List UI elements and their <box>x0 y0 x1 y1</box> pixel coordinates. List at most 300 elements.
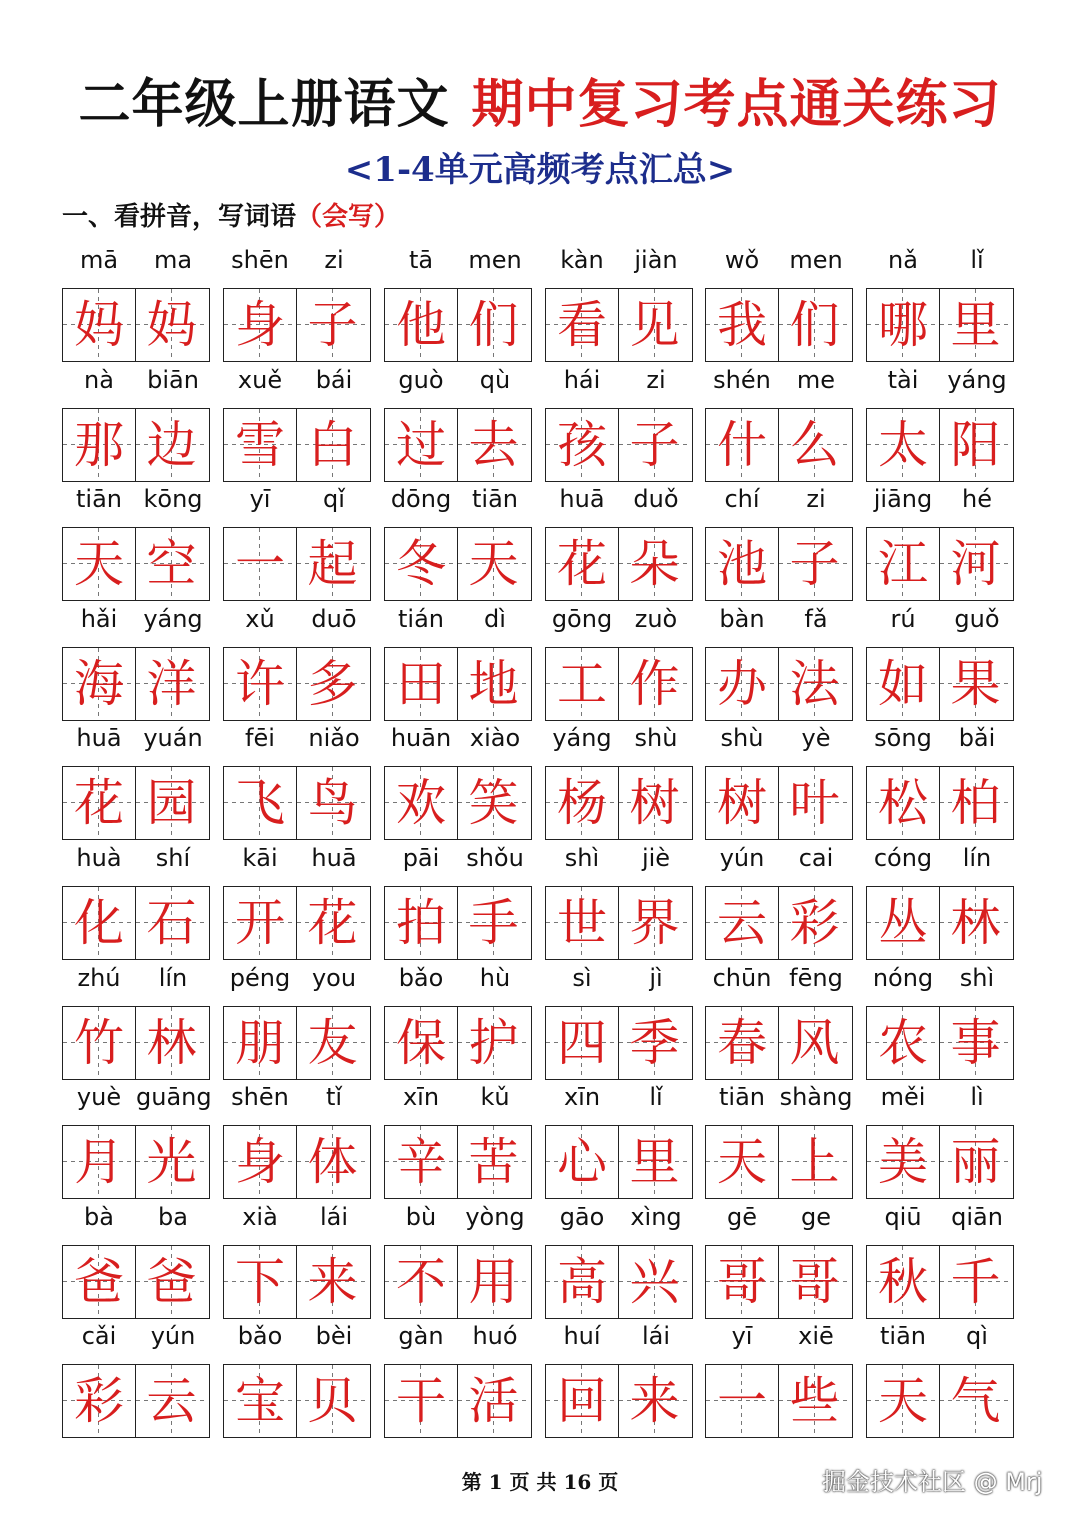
pinyin-row <box>545 1199 693 1235</box>
word-cell <box>545 481 693 601</box>
word-cell <box>705 1199 853 1319</box>
tianzige-boxes <box>223 288 371 362</box>
tianzige-boxes <box>62 1006 210 1080</box>
tianzige-box <box>385 1126 457 1198</box>
pinyin: shēn <box>231 246 289 274</box>
hanzi-character: 白 <box>307 416 358 474</box>
pinyin: yuán <box>143 724 203 752</box>
hanzi-character: 起 <box>307 535 358 593</box>
hanzi-character: 果 <box>950 655 1001 713</box>
hanzi-character: 来 <box>307 1253 358 1311</box>
tianzige-box <box>867 648 939 720</box>
hanzi-character: 不 <box>396 1253 446 1311</box>
tianzige-box <box>385 289 457 361</box>
word-cell <box>705 481 853 601</box>
pinyin-row <box>62 362 210 398</box>
hanzi-character: 雪 <box>235 416 285 474</box>
hanzi-character: 杨 <box>557 774 607 832</box>
tianzige-box <box>224 648 296 720</box>
pinyin: tiān <box>76 485 122 513</box>
hanzi-character: 爸 <box>146 1253 197 1311</box>
pinyin: me <box>796 366 836 394</box>
pinyin: xīn <box>402 1083 440 1111</box>
tianzige-box <box>867 1246 939 1318</box>
hanzi-character: 洋 <box>146 655 197 713</box>
pinyin: xìng <box>630 1203 682 1231</box>
tianzige-box <box>706 1365 778 1437</box>
tianzige-box <box>385 528 457 600</box>
pinyin-row <box>866 1318 1014 1354</box>
hanzi-character: 看 <box>557 296 607 354</box>
tianzige-boxes <box>866 886 1014 960</box>
hanzi-character: 花 <box>557 535 607 593</box>
hanzi-character: 孩 <box>557 416 607 474</box>
hanzi-character: 事 <box>950 1014 1001 1072</box>
pinyin: bù <box>405 1203 437 1231</box>
tianzige-boxes <box>223 527 371 601</box>
tianzige-box <box>867 528 939 600</box>
hanzi-character: 江 <box>878 535 928 593</box>
tianzige-box <box>939 1246 1011 1318</box>
pinyin: duō <box>311 605 357 633</box>
tianzige-box <box>63 528 135 600</box>
pinyin: huā <box>559 485 605 513</box>
pinyin: zi <box>324 246 344 274</box>
tianzige-box <box>939 289 1011 361</box>
pinyin: bǎo <box>398 964 444 992</box>
pinyin: huà <box>76 844 122 872</box>
hanzi-character: 他 <box>396 296 446 354</box>
page-number: 第 1 页 共 16 页 <box>461 1470 619 1494</box>
tianzige-box <box>778 409 850 481</box>
tianzige-box <box>224 1246 296 1318</box>
word-cell <box>705 1079 853 1199</box>
tianzige-box <box>296 289 368 361</box>
tianzige-boxes <box>866 1245 1014 1319</box>
tianzige-box <box>457 528 529 600</box>
hanzi-character: 一 <box>235 535 285 593</box>
word-cell <box>62 601 210 721</box>
pinyin: cóng <box>873 844 933 872</box>
tianzige-box <box>546 1365 618 1437</box>
pinyin: rú <box>890 605 916 633</box>
tianzige-box <box>63 767 135 839</box>
pinyin-row <box>866 601 1014 637</box>
tianzige-box <box>296 1365 368 1437</box>
tianzige-box <box>867 1007 939 1079</box>
pinyin: yī <box>731 1322 753 1350</box>
hanzi-character: 鸟 <box>307 774 358 832</box>
pinyin: zi <box>646 366 666 394</box>
word-cell <box>384 1079 532 1199</box>
hanzi-character: 身 <box>235 1133 285 1191</box>
pinyin-row <box>384 1199 532 1235</box>
tianzige-boxes <box>866 1364 1014 1438</box>
tianzige-boxes <box>705 886 853 960</box>
tianzige-boxes <box>705 408 853 482</box>
hanzi-character: 石 <box>146 894 197 952</box>
pinyin-row <box>705 1318 853 1354</box>
pinyin: jì <box>649 964 663 992</box>
tianzige-boxes <box>545 1006 693 1080</box>
pinyin: qù <box>479 366 511 394</box>
tianzige-box <box>706 1126 778 1198</box>
word-cell <box>705 362 853 482</box>
word-cell <box>384 960 532 1080</box>
tianzige-boxes <box>384 647 532 721</box>
tianzige-boxes <box>545 1364 693 1438</box>
pinyin-row <box>545 242 693 278</box>
pinyin: shì <box>564 844 600 872</box>
tianzige-box <box>63 409 135 481</box>
tianzige-box <box>546 528 618 600</box>
tianzige-box <box>385 767 457 839</box>
pinyin-row <box>705 362 853 398</box>
hanzi-character: 太 <box>878 416 928 474</box>
pinyin: tā <box>408 246 434 274</box>
tianzige-box <box>385 648 457 720</box>
pinyin: bà <box>84 1203 114 1231</box>
tianzige-box <box>706 648 778 720</box>
pinyin-row <box>384 242 532 278</box>
tianzige-box <box>706 528 778 600</box>
hanzi-character: 法 <box>789 655 840 713</box>
word-cell <box>384 242 532 362</box>
tianzige-box <box>546 1246 618 1318</box>
hanzi-character: 什 <box>717 416 767 474</box>
pinyin: huí <box>563 1322 601 1350</box>
word-cell <box>384 1318 532 1438</box>
pinyin: yáng <box>143 605 203 633</box>
tianzige-box <box>546 289 618 361</box>
tianzige-box <box>939 1126 1011 1198</box>
tianzige-box <box>296 409 368 481</box>
tianzige-box <box>939 767 1011 839</box>
tianzige-boxes <box>223 766 371 840</box>
pinyin: wǒ <box>724 246 760 274</box>
hanzi-character: 宝 <box>235 1372 285 1430</box>
word-cell <box>62 1199 210 1319</box>
pinyin: xiào <box>469 724 521 752</box>
hanzi-character: 月 <box>74 1133 124 1191</box>
pinyin-row <box>866 720 1014 756</box>
tianzige-box <box>135 528 207 600</box>
pinyin: you <box>311 964 357 992</box>
tianzige-box <box>457 1365 529 1437</box>
tianzige-boxes <box>545 408 693 482</box>
pinyin: qǐ <box>323 485 345 513</box>
pinyin-row <box>545 840 693 876</box>
pinyin-row <box>866 960 1014 996</box>
pinyin-row <box>384 1318 532 1354</box>
hanzi-character: 竹 <box>74 1014 124 1072</box>
hanzi-character: 上 <box>789 1133 840 1191</box>
word-cell <box>62 720 210 840</box>
pinyin: sōng <box>874 724 932 752</box>
hanzi-character: 树 <box>717 774 767 832</box>
tianzige-boxes <box>705 647 853 721</box>
pinyin-row <box>62 242 210 278</box>
hanzi-character: 拍 <box>396 894 446 952</box>
tianzige-box <box>618 648 690 720</box>
pinyin: lín <box>962 844 992 872</box>
tianzige-boxes <box>223 647 371 721</box>
pinyin: gōng <box>551 605 613 633</box>
tianzige-boxes <box>223 1364 371 1438</box>
hanzi-character: 体 <box>307 1133 358 1191</box>
pinyin: nà <box>84 366 114 394</box>
tianzige-box <box>63 1246 135 1318</box>
hanzi-character: 妈 <box>74 296 124 354</box>
hanzi-character: 柏 <box>950 774 1001 832</box>
word-cell <box>223 1318 371 1438</box>
tianzige-boxes <box>62 1125 210 1199</box>
word-cell <box>545 601 693 721</box>
pinyin: kǔ <box>480 1083 510 1111</box>
hanzi-character: 过 <box>396 416 446 474</box>
hanzi-character: 里 <box>629 1133 680 1191</box>
tianzige-box <box>457 767 529 839</box>
pinyin: guāng <box>136 1083 212 1111</box>
tianzige-box <box>546 767 618 839</box>
hanzi-character: 哥 <box>789 1253 840 1311</box>
pinyin: huān <box>390 724 452 752</box>
hanzi-character: 飞 <box>235 774 285 832</box>
hanzi-character: 身 <box>235 296 285 354</box>
pinyin-row <box>223 1199 371 1235</box>
tianzige-box <box>778 289 850 361</box>
tianzige-box <box>867 1365 939 1437</box>
hanzi-character: 朵 <box>629 535 680 593</box>
pinyin: yòng <box>465 1203 525 1231</box>
tianzige-boxes <box>384 766 532 840</box>
pinyin: xǔ <box>245 605 275 633</box>
pinyin-row <box>545 362 693 398</box>
pinyin-row <box>866 1079 1014 1115</box>
hanzi-character: 欢 <box>396 774 446 832</box>
word-cell <box>223 242 371 362</box>
word-cell <box>866 362 1014 482</box>
pinyin: mā <box>79 246 119 274</box>
tianzige-box <box>135 887 207 959</box>
tianzige-box <box>224 1007 296 1079</box>
pinyin: lín <box>158 964 188 992</box>
pinyin: kàn <box>560 246 604 274</box>
hanzi-character: 秋 <box>878 1253 928 1311</box>
hanzi-character: 丽 <box>950 1133 1001 1191</box>
hanzi-character: 回 <box>557 1372 607 1430</box>
tianzige-box <box>867 767 939 839</box>
pinyin: huó <box>472 1322 518 1350</box>
pinyin-row <box>705 1199 853 1235</box>
tianzige-boxes <box>866 647 1014 721</box>
hanzi-character: 那 <box>74 416 124 474</box>
tianzige-box <box>63 289 135 361</box>
pinyin-row <box>62 960 210 996</box>
pinyin: lái <box>319 1203 349 1231</box>
pinyin-row <box>62 720 210 756</box>
tianzige-box <box>706 767 778 839</box>
hanzi-character: 去 <box>468 416 519 474</box>
tianzige-box <box>296 648 368 720</box>
tianzige-box <box>618 289 690 361</box>
pinyin: dì <box>484 605 506 633</box>
word-cell <box>545 362 693 482</box>
hanzi-character: 心 <box>557 1133 607 1191</box>
tianzige-box <box>135 767 207 839</box>
pinyin-row <box>62 840 210 876</box>
tianzige-box <box>618 1126 690 1198</box>
tianzige-boxes <box>384 408 532 482</box>
word-cell <box>384 1199 532 1319</box>
pinyin-row <box>384 720 532 756</box>
tianzige-boxes <box>62 1245 210 1319</box>
pinyin: lái <box>641 1322 671 1350</box>
pinyin: duǒ <box>633 485 679 513</box>
tianzige-box <box>778 648 850 720</box>
pinyin: tiān <box>472 485 518 513</box>
tianzige-box <box>618 1246 690 1318</box>
pinyin: tài <box>887 366 919 394</box>
hanzi-character: 手 <box>468 894 519 952</box>
hanzi-character: 彩 <box>789 894 840 952</box>
hanzi-character: 彩 <box>74 1372 124 1430</box>
hanzi-character: 保 <box>396 1014 446 1072</box>
pinyin: tiān <box>719 1083 765 1111</box>
hanzi-character: 我 <box>717 296 767 354</box>
pinyin-row <box>223 960 371 996</box>
tianzige-box <box>457 648 529 720</box>
tianzige-boxes <box>545 766 693 840</box>
pinyin: nóng <box>872 964 934 992</box>
hanzi-character: 哥 <box>717 1253 767 1311</box>
tianzige-boxes <box>705 1364 853 1438</box>
pinyin: xià <box>242 1203 278 1231</box>
section-note: （会写） <box>296 202 401 232</box>
pinyin: zi <box>806 485 826 513</box>
word-cell <box>705 1318 853 1438</box>
hanzi-character: 园 <box>146 774 197 832</box>
pinyin: huā <box>311 844 357 872</box>
word-cell <box>545 242 693 362</box>
pinyin: hù <box>479 964 511 992</box>
tianzige-boxes <box>62 766 210 840</box>
hanzi-character: 哪 <box>878 296 928 354</box>
word-cell <box>384 481 532 601</box>
hanzi-character: 贝 <box>307 1372 358 1430</box>
title-highlight: 期中复习考点通关练习 <box>471 74 1002 135</box>
pinyin: shù <box>720 724 764 752</box>
word-cell <box>62 840 210 960</box>
tianzige-boxes <box>223 1245 371 1319</box>
word-cell <box>384 840 532 960</box>
pinyin: niǎo <box>308 724 360 752</box>
word-cell <box>62 362 210 482</box>
tianzige-box <box>706 887 778 959</box>
pinyin-row <box>384 960 532 996</box>
pinyin: hái <box>563 366 601 394</box>
hanzi-character: 子 <box>629 416 680 474</box>
hanzi-character: 林 <box>950 894 1001 952</box>
pinyin-row <box>384 1079 532 1115</box>
tianzige-boxes <box>866 1006 1014 1080</box>
word-cell <box>866 960 1014 1080</box>
pinyin: yáng <box>947 366 1007 394</box>
pinyin-row <box>705 1079 853 1115</box>
pinyin: yáng <box>552 724 612 752</box>
tianzige-box <box>546 1007 618 1079</box>
tianzige-boxes <box>384 1125 532 1199</box>
tianzige-box <box>546 887 618 959</box>
hanzi-character: 活 <box>468 1372 519 1430</box>
pinyin-row <box>62 601 210 637</box>
tianzige-boxes <box>866 408 1014 482</box>
tianzige-box <box>224 409 296 481</box>
tianzige-box <box>63 1007 135 1079</box>
tianzige-boxes <box>223 1006 371 1080</box>
tianzige-box <box>135 1246 207 1318</box>
tianzige-box <box>939 648 1011 720</box>
hanzi-character: 天 <box>878 1372 928 1430</box>
word-cell <box>866 242 1014 362</box>
pinyin: jiàn <box>634 246 678 274</box>
tianzige-boxes <box>62 288 210 362</box>
tianzige-boxes <box>705 1245 853 1319</box>
tianzige-boxes <box>62 647 210 721</box>
tianzige-boxes <box>545 288 693 362</box>
word-cell <box>384 720 532 840</box>
word-cell <box>545 1318 693 1438</box>
word-cell <box>705 242 853 362</box>
pinyin-row <box>384 840 532 876</box>
tianzige-box <box>867 1126 939 1198</box>
pinyin: gē <box>727 1203 757 1231</box>
pinyin: pāi <box>402 844 440 872</box>
pinyin-row <box>705 720 853 756</box>
word-cell <box>545 840 693 960</box>
hanzi-character: 光 <box>146 1133 197 1191</box>
pinyin: dōng <box>390 485 452 513</box>
pinyin: xīn <box>563 1083 601 1111</box>
pinyin: bèi <box>315 1322 353 1350</box>
tianzige-box <box>135 648 207 720</box>
pinyin: guǒ <box>954 605 1000 633</box>
hanzi-character: 里 <box>950 296 1001 354</box>
tianzige-boxes <box>705 527 853 601</box>
hanzi-character: 一 <box>717 1372 767 1430</box>
tianzige-boxes <box>384 1245 532 1319</box>
tianzige-box <box>618 767 690 839</box>
word-cell <box>223 1079 371 1199</box>
pinyin: bǎi <box>958 724 996 752</box>
hanzi-character: 四 <box>557 1014 607 1072</box>
hanzi-character: 花 <box>307 894 358 952</box>
pinyin: cǎi <box>81 1322 117 1350</box>
tianzige-boxes <box>705 1125 853 1199</box>
pinyin: hé <box>962 485 992 513</box>
hanzi-character: 笑 <box>468 774 519 832</box>
pinyin-row <box>866 840 1014 876</box>
section-label: 一、看拼音，写词语 <box>62 202 297 232</box>
pinyin: gàn <box>398 1322 444 1350</box>
word-cell <box>62 960 210 1080</box>
word-cell <box>62 1079 210 1199</box>
hanzi-character: 界 <box>629 894 680 952</box>
hanzi-character: 化 <box>74 894 124 952</box>
hanzi-character: 爸 <box>74 1253 124 1311</box>
pinyin-row <box>705 481 853 517</box>
hanzi-character: 辛 <box>396 1133 446 1191</box>
